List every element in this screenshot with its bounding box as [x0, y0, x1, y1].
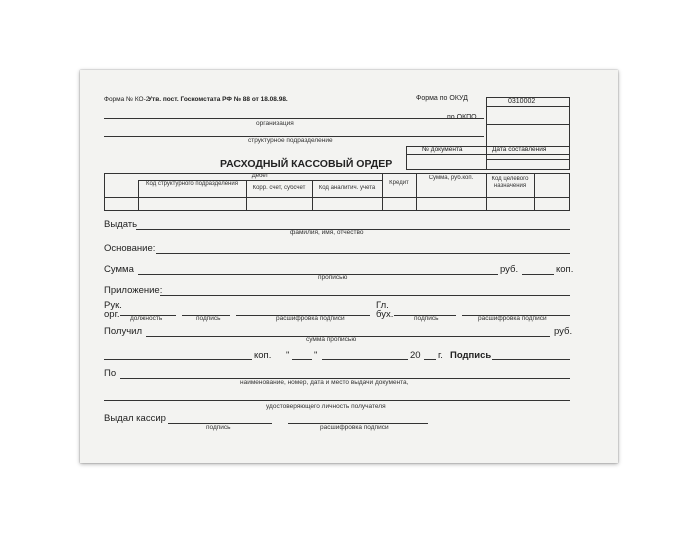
- year-suffix: г.: [438, 350, 443, 361]
- cashier-label: Выдал кассир: [104, 413, 166, 424]
- sum-caption: прописью: [318, 274, 348, 281]
- okud-code: 0310002: [508, 98, 536, 105]
- debet-header: Дебет: [251, 173, 269, 179]
- sum-kop-line[interactable]: [522, 274, 554, 275]
- day-quote-open: ": [286, 350, 290, 361]
- recipient-signature-line[interactable]: [492, 359, 570, 360]
- received-caption: сумма прописью: [306, 336, 357, 343]
- day-line[interactable]: [292, 359, 312, 360]
- doc-number-label: № документа: [422, 146, 463, 153]
- day-quote-close: ": [314, 350, 318, 361]
- head-signature-caption: подпись: [196, 315, 221, 322]
- corr-account-header: Корр. счет, субсчет: [252, 185, 306, 191]
- kopecks-line[interactable]: [104, 359, 252, 360]
- doc-date-label: Дата составления: [492, 146, 547, 153]
- department-caption: структурное подразделение: [248, 137, 333, 144]
- sum-kop-label: коп.: [556, 264, 574, 275]
- identity-caption: удостоверяющего личность получателя: [266, 403, 386, 410]
- attachment-line[interactable]: [160, 295, 570, 296]
- head-org-label-2: орг.: [104, 309, 120, 320]
- id-document-line-2[interactable]: [104, 400, 570, 401]
- head-position-caption: должность: [130, 315, 163, 322]
- head-org-label-1: Рук.: [104, 300, 122, 311]
- dept-code-header: Код структурного подразделения: [146, 181, 238, 187]
- organization-line[interactable]: [104, 118, 484, 119]
- received-rub-label: руб.: [554, 326, 573, 337]
- chief-signature-caption: подпись: [414, 315, 439, 322]
- chief-accountant-label-2: бух.: [376, 309, 394, 320]
- chief-accountant-label-1: Гл.: [376, 300, 389, 311]
- okud-label: Форма по ОКУД: [416, 95, 468, 102]
- cashier-signature-caption: подпись: [206, 424, 231, 431]
- cash-order-form: [80, 70, 618, 463]
- received-label: Получил: [104, 326, 142, 337]
- basis-label: Основание:: [104, 243, 156, 254]
- by-document-label: По: [104, 368, 117, 379]
- analytic-code-header: Код аналитич. учета: [318, 185, 376, 191]
- year-line[interactable]: [424, 359, 436, 360]
- year-prefix: 20: [410, 350, 421, 361]
- document-title: РАСХОДНЫЙ КАССОВЫЙ ОРДЕР: [220, 158, 393, 170]
- sum-label: Сумма: [104, 264, 134, 275]
- id-document-caption: наименование, номер, дата и место выдачи документа,: [240, 379, 409, 386]
- okpo-label: по ОКПО: [447, 114, 477, 121]
- purpose-code-header: Код целевого назначения: [491, 176, 529, 189]
- approval-note: Утв. пост. Госкомстата РФ № 88 от 18.08.98.: [148, 96, 288, 103]
- organization-caption: организация: [256, 120, 294, 127]
- signature-label: Подпись: [450, 350, 492, 361]
- cashier-decode-caption: расшифровка подписи: [320, 424, 389, 431]
- form-reference: Форма № КО-2: [104, 96, 150, 103]
- basis-line[interactable]: [156, 253, 570, 254]
- chief-decode-caption: расшифровка подписи: [478, 315, 547, 322]
- month-line[interactable]: [322, 359, 408, 360]
- attachment-label: Приложение:: [104, 285, 163, 296]
- kopecks-label: коп.: [254, 350, 272, 361]
- sum-rub-label: руб.: [500, 264, 519, 275]
- issue-label: Выдать: [104, 219, 138, 230]
- credit-header: Кредит: [389, 180, 409, 186]
- issue-caption: фамилия, имя, отчество: [290, 229, 364, 236]
- amount-header: Сумма, руб.коп.: [428, 175, 474, 181]
- head-decode-caption: расшифровка подписи: [276, 315, 345, 322]
